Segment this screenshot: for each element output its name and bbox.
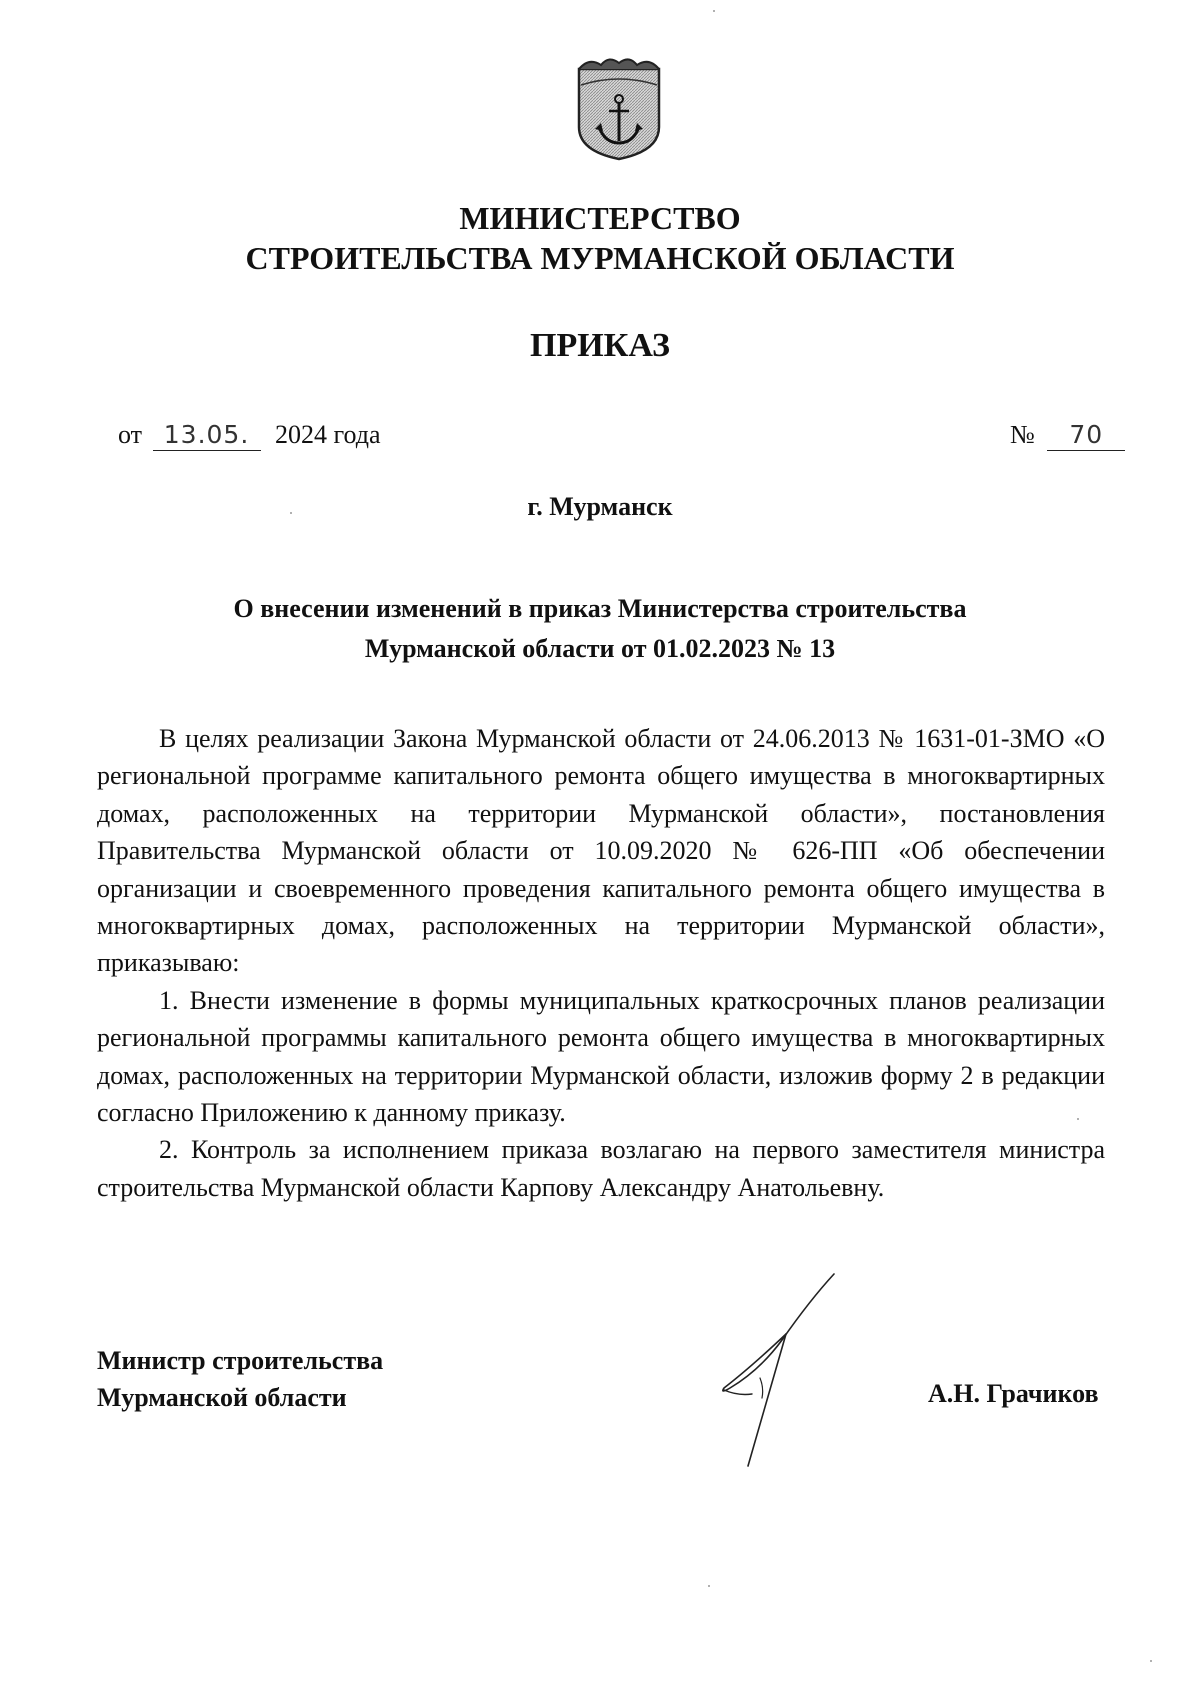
date-prefix: от bbox=[118, 420, 143, 449]
handwritten-date: 13.05. bbox=[153, 420, 261, 451]
scan-speck bbox=[708, 1585, 710, 1587]
order-item-2: 2. Контроль за исполнением приказа возлагаю на первого заместителя министра строительства Мурманской области Карпову Александру Анатольевну. bbox=[97, 1135, 1105, 1202]
handwritten-number: 70 bbox=[1047, 420, 1125, 451]
scan-speck bbox=[1150, 1660, 1152, 1662]
city-name: г. Мурманск bbox=[527, 492, 673, 521]
order-body bbox=[97, 720, 1105, 1206]
signatory-title-line1: Министр строительства bbox=[97, 1346, 384, 1375]
signatory-title bbox=[97, 1342, 383, 1416]
preamble-paragraph: В целях реализации Закона Мурманской области от 24.06.2013 № 1631-01-ЗМО «О региональной программе капитального ремонта общего имущества в многоквартирных домах, расположенных на территории Мурманской области», постановления Правительства Мурманской области от 10.09.2020 № 626-ПП «Об обеспечении организации и своевременного проведения капитального ремонта общего имущества в многоквартирных домах, расположенных на территории Мурманской области», приказываю: bbox=[97, 724, 1105, 978]
order-date bbox=[118, 420, 381, 451]
coat-of-arms-icon bbox=[575, 55, 663, 161]
order-item-1: 1. Внести изменение в формы муниципальных краткосрочных планов реализации региональной программы капитального ремонта общего имущества в многоквартирных домах, расположенных на территории Мурманской области, изложив форму 2 в редакции согласно Приложению к данному приказу. bbox=[97, 985, 1105, 1128]
scan-speck bbox=[1077, 1118, 1079, 1120]
ministry-name-line2: СТРОИТЕЛЬСТВА МУРМАНСКОЙ ОБЛАСТИ bbox=[245, 240, 955, 276]
scan-speck bbox=[290, 512, 292, 514]
document-type-title: ПРИКАЗ bbox=[530, 327, 670, 364]
signatory-title-line2: Мурманской области bbox=[97, 1383, 347, 1412]
order-number bbox=[1010, 420, 1125, 451]
scan-speck bbox=[713, 10, 715, 12]
ministry-name-line1: МИНИСТЕРСТВО bbox=[459, 200, 741, 236]
date-year: 2024 года bbox=[275, 420, 381, 449]
subject-line1: О внесении изменений в приказ Министерства строительства bbox=[233, 594, 967, 623]
number-prefix: № bbox=[1010, 420, 1035, 449]
subject-line2: Мурманской области от 01.02.2023 № 13 bbox=[364, 634, 836, 663]
signatory-name: А.Н. Грачиков bbox=[928, 1379, 1099, 1408]
handwritten-signature-icon bbox=[690, 1270, 840, 1480]
